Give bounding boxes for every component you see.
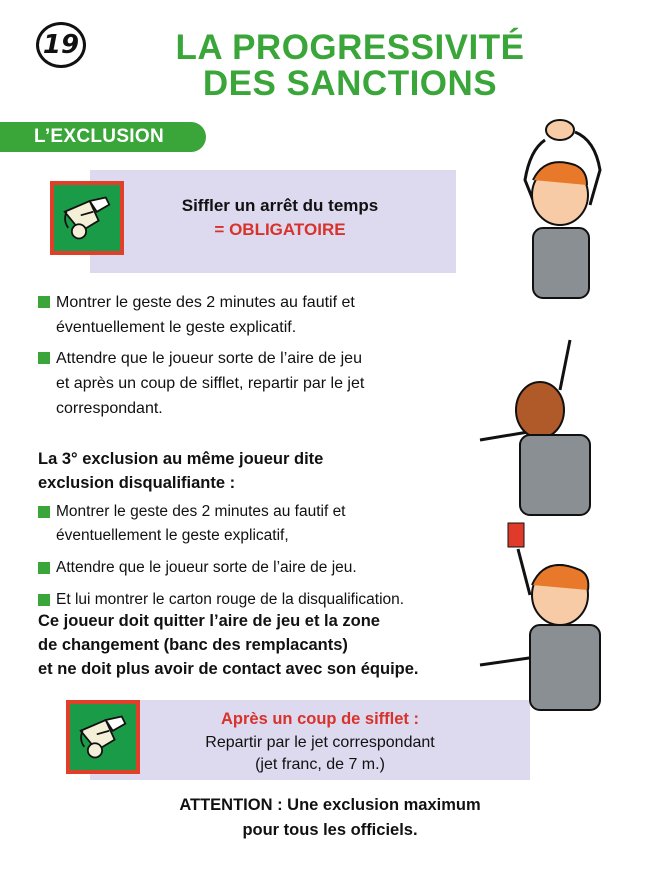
attention-line: ATTENTION : Une exclusion maximum: [179, 796, 481, 814]
bullet-text: correspondant.: [56, 400, 163, 417]
bullet-text: éventuellement le geste explicatif,: [56, 527, 289, 544]
first-bullet-list: [38, 290, 458, 421]
list-item: [38, 556, 478, 580]
second-bullet-list: [38, 500, 478, 612]
bullet-text: Et lui montrer le carton rouge de la disqualification.: [56, 591, 405, 608]
bullet-text: et après un coup de sifflet, repartir par le jet: [56, 375, 365, 392]
attention-note: [120, 793, 540, 843]
bullet-square-icon: [38, 296, 50, 308]
bullet-text: éventuellement le geste explicatif.: [56, 319, 297, 336]
referee-illustration: [470, 515, 630, 715]
heading-line: La 3° exclusion au même joueur dite: [38, 450, 324, 468]
disqualification-conclusion: [38, 609, 498, 681]
title-line-2: DES SANCTIONS: [202, 64, 498, 103]
bullet-square-icon: [38, 594, 50, 606]
conclusion-line: et ne doit plus avoir de contact avec son équipe.: [38, 660, 419, 678]
bullet-square-icon: [38, 352, 50, 364]
obligatoire-text: = OBLIGATOIRE: [214, 220, 346, 239]
bullet-square-icon: [38, 506, 50, 518]
title-line-1: LA PROGRESSIVITÉ: [175, 28, 525, 67]
section-tab: [0, 122, 206, 152]
page-number: 19: [42, 30, 80, 60]
whistle-icon: [50, 181, 124, 255]
restart-instruction-box: [90, 700, 530, 780]
referee-illustration: [505, 110, 625, 310]
bullet-square-icon: [38, 562, 50, 574]
list-item: [38, 500, 478, 548]
restart-text: Repartir par le jet correspondant: [205, 734, 435, 751]
section-tab-label: L’EXCLUSION: [34, 126, 164, 147]
conclusion-line: de changement (banc des remplacants): [38, 636, 348, 654]
whistle-icon: [66, 700, 140, 774]
restart-detail: (jet franc, de 7 m.): [255, 756, 385, 773]
attention-line: pour tous les officiels.: [242, 821, 418, 839]
page-number-badge: [36, 22, 86, 68]
page-title: [110, 30, 590, 102]
list-item: [38, 290, 458, 340]
bullet-text: Attendre que le joueur sorte de l’aire de jeu.: [56, 559, 357, 576]
heading-line: exclusion disqualifiante :: [38, 474, 236, 492]
bullet-text: Montrer le geste des 2 minutes au fautif et: [56, 294, 355, 311]
third-exclusion-heading: [38, 447, 458, 495]
bullet-text: Attendre que le joueur sorte de l’aire de jeu: [56, 350, 362, 367]
referee-illustration: [470, 320, 630, 520]
whistle-instruction-text: Siffler un arrêt du temps: [181, 196, 379, 215]
conclusion-line: Ce joueur doit quitter l’aire de jeu et la zone: [38, 612, 380, 630]
restart-heading: Après un coup de sifflet :: [220, 710, 420, 728]
list-item: [38, 346, 458, 421]
bullet-text: Montrer le geste des 2 minutes au fautif et: [56, 503, 346, 520]
whistle-instruction-box: [90, 170, 456, 273]
